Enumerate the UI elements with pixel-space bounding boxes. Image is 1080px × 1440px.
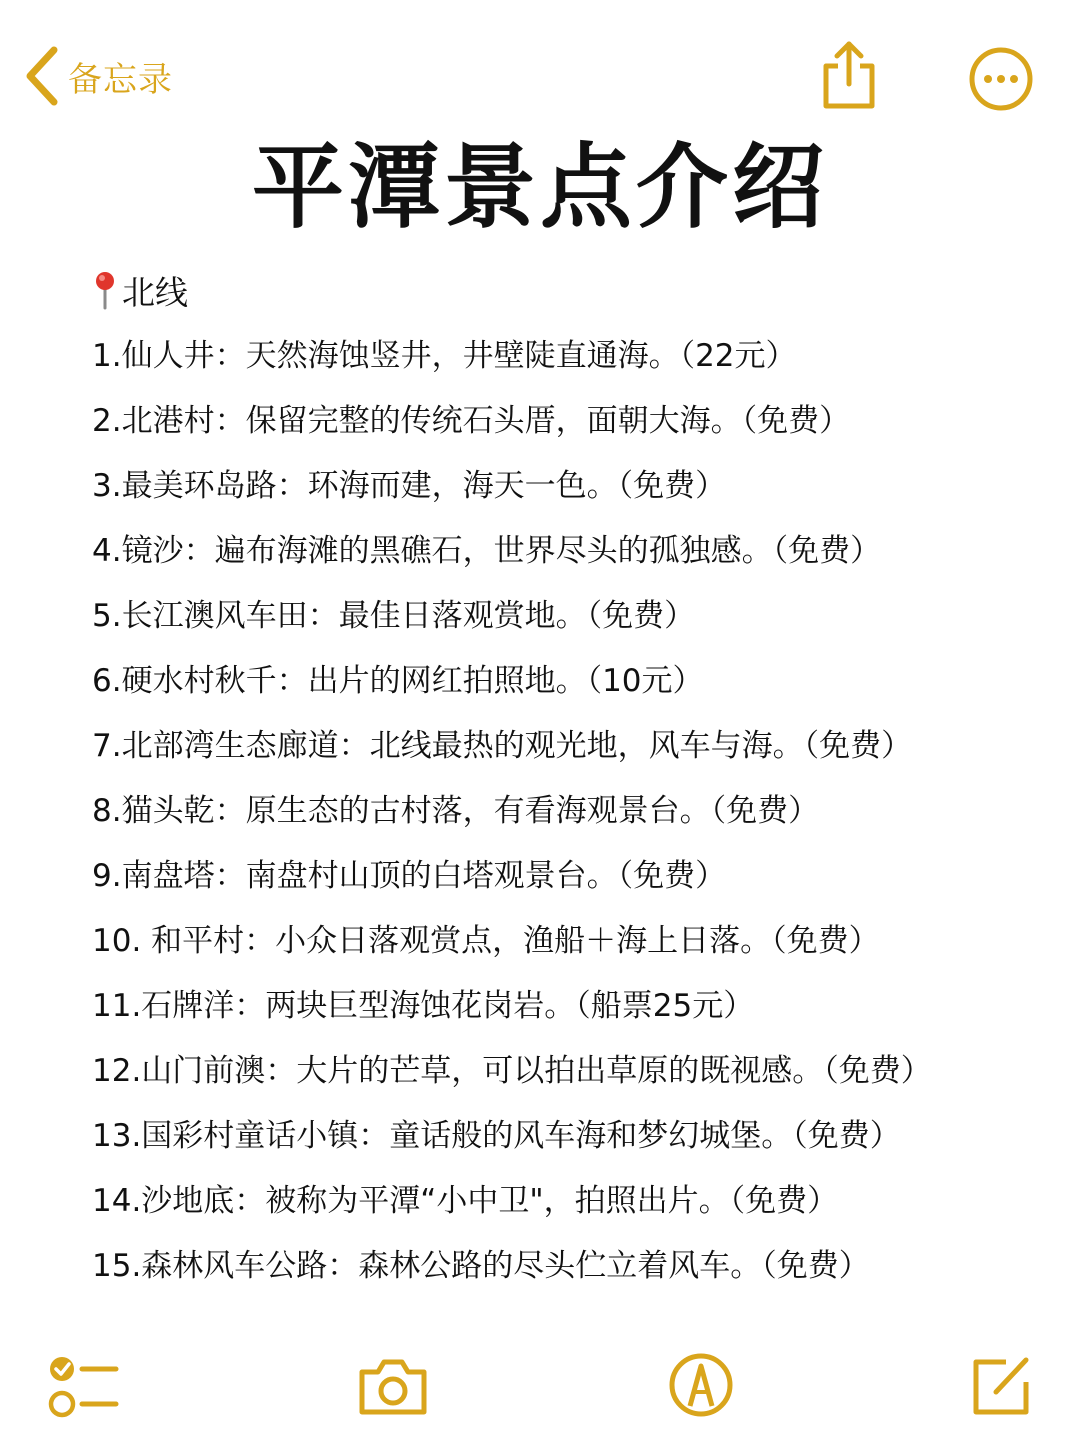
list-item: 10. 和平村：小众日落观赏点，渔船＋海上日落。（免费） [92, 923, 880, 959]
list-item: 9.南盘塔：南盘村山顶的白塔观景台。（免费） [92, 858, 727, 894]
list-item: 5.长江澳风车田：最佳日落观赏地。（免费） [92, 598, 696, 634]
navigation-bar [0, 0, 1080, 140]
list-item: 7.北部湾生态廊道：北线最热的观光地，风车与海。（免费） [92, 728, 913, 764]
back-button[interactable] [22, 44, 173, 108]
note-title: 平潭景点介绍 [251, 134, 828, 241]
list-item: 8.猫头乾：原生态的古村落，有看海观景台。（免费） [92, 793, 820, 829]
back-label: 备忘录 [68, 59, 173, 100]
camera-icon [356, 1356, 430, 1418]
attraction-list [92, 324, 1052, 1299]
list-item: 14.沙地底：被称为平潭“小中卫"，拍照出片。（免费） [92, 1183, 839, 1219]
compose-icon [970, 1352, 1034, 1418]
more-button[interactable] [968, 46, 1034, 112]
checklist-icon [46, 1354, 120, 1420]
bottom-toolbar [0, 1340, 1080, 1440]
camera-button[interactable] [356, 1356, 430, 1418]
checklist-button[interactable] [46, 1354, 120, 1420]
markup-button[interactable] [668, 1352, 734, 1418]
section-heading [92, 266, 188, 314]
chevron-left-icon [22, 44, 62, 108]
pushpin-icon [92, 270, 118, 310]
list-item: 15.森林风车公路：森林公路的尽头伫立着风车。（免费） [92, 1248, 870, 1284]
list-item: 2.北港村：保留完整的传统石头厝，面朝大海。（免费） [92, 403, 851, 439]
list-item: 3.最美环岛路：环海而建，海天一色。（免费） [92, 468, 727, 504]
list-item: 13.国彩村童话小镇：童话般的风车海和梦幻城堡。（免费） [92, 1118, 901, 1154]
list-item: 4.镜沙：遍布海滩的黑礁石，世界尽头的孤独感。（免费） [92, 533, 882, 569]
more-icon [968, 46, 1034, 112]
compose-button[interactable] [970, 1352, 1034, 1418]
markup-pen-icon [668, 1352, 734, 1418]
section-label: 北线 [122, 272, 188, 312]
list-item: 6.硬水村秋千：出片的网红拍照地。（10元） [92, 663, 704, 699]
list-item: 12.山门前澳：大片的芒草，可以拍出草原的既视感。（免费） [92, 1053, 932, 1089]
share-icon [818, 40, 880, 112]
list-item: 11.石牌洋：两块巨型海蚀花岗岩。（船票25元） [92, 988, 755, 1024]
list-item: 1.仙人井：天然海蚀竖井，井壁陡直通海。（22元） [92, 338, 797, 374]
share-button[interactable] [818, 40, 880, 112]
